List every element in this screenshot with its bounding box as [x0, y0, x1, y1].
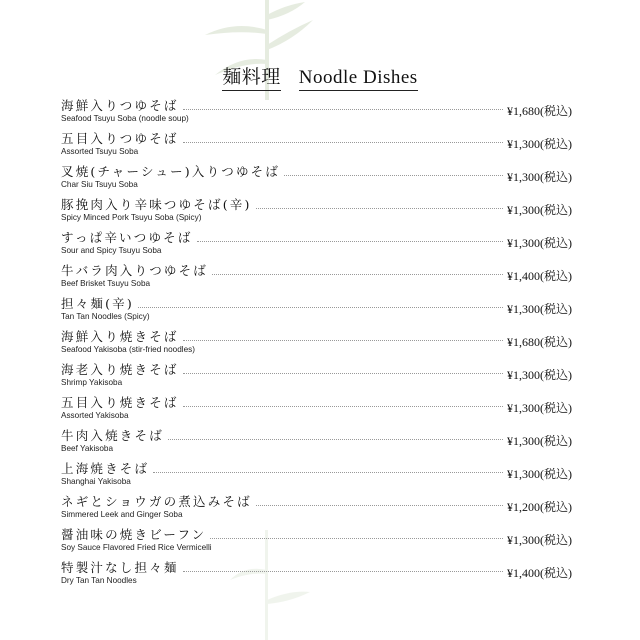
dish-price: ¥1,300(税込): [507, 368, 572, 382]
menu-item: [61, 162, 581, 195]
dish-name-jp: 牛肉入焼きそば: [61, 428, 164, 443]
dish-name-jp: 豚挽肉入り辛味つゆそば(辛): [61, 197, 252, 212]
leader-dots: [183, 571, 503, 572]
dish-price: ¥1,300(税込): [507, 401, 572, 415]
menu-item: [61, 360, 581, 393]
menu-item: [61, 96, 581, 129]
dish-price: ¥1,680(税込): [507, 104, 572, 118]
dish-name-en: Tan Tan Noodles (Spicy): [61, 312, 150, 321]
menu-item: [61, 525, 581, 558]
dish-name-jp: すっぱ辛いつゆそば: [61, 230, 193, 245]
menu-item: [61, 426, 581, 459]
leader-dots: [168, 439, 503, 440]
dish-price: ¥1,680(税込): [507, 335, 572, 349]
dish-price: ¥1,300(税込): [507, 533, 572, 547]
menu-title-en: Noodle Dishes: [299, 67, 418, 91]
dish-name-en: Spicy Minced Pork Tsuyu Soba (Spicy): [61, 213, 202, 222]
leader-dots: [183, 142, 503, 143]
dish-name-en: Seafood Tsuyu Soba (noodle soup): [61, 114, 189, 123]
leader-dots: [256, 208, 503, 209]
menu-item: [61, 393, 581, 426]
menu-item: [61, 228, 581, 261]
dish-name-jp: ネギとショウガの煮込みそば: [61, 494, 252, 509]
dish-price: ¥1,300(税込): [507, 467, 572, 481]
dish-name-en: Shrimp Yakisoba: [61, 378, 123, 387]
menu-item: [61, 294, 581, 327]
menu-item: [61, 261, 581, 294]
dish-price: ¥1,300(税込): [507, 203, 572, 217]
menu-item: [61, 558, 581, 591]
dish-name-en: Assorted Tsuyu Soba: [61, 147, 139, 156]
leader-dots: [183, 406, 503, 407]
dish-name-en: Seafood Yakisoba (stir-fried noodles): [61, 345, 195, 354]
dish-name-en: Shanghai Yakisoba: [61, 477, 131, 486]
dish-name-en: Simmered Leek and Ginger Soba: [61, 510, 183, 519]
leader-dots: [183, 373, 503, 374]
dish-name-en: Sour and Spicy Tsuyu Soba: [61, 246, 162, 255]
dish-name-en: Assorted Yakisoba: [61, 411, 129, 420]
leader-dots: [256, 505, 503, 506]
dish-name-jp: 海鮮入り焼きそば: [61, 329, 179, 344]
dish-name-jp: 特製汁なし担々麺: [61, 560, 179, 575]
menu-item: [61, 327, 581, 360]
dish-name-jp: 担々麺(辛): [61, 296, 134, 311]
menu-list: [61, 96, 581, 591]
menu-title-jp: 麺料理: [222, 66, 281, 91]
dish-name-jp: 海老入り焼きそば: [61, 362, 179, 377]
dish-price: ¥1,400(税込): [507, 566, 572, 580]
dish-price: ¥1,400(税込): [507, 269, 572, 283]
dish-name-jp: 上海焼きそば: [61, 461, 150, 476]
dish-name-en: Dry Tan Tan Noodles: [61, 576, 137, 585]
menu-item: [61, 492, 581, 525]
dish-name-jp: 叉焼(チャーシュー)入りつゆそば: [61, 164, 281, 179]
dish-name-jp: 五目入りつゆそば: [61, 131, 179, 146]
menu-item: [61, 195, 581, 228]
leader-dots: [183, 340, 503, 341]
menu-item: [61, 459, 581, 492]
leader-dots: [210, 538, 503, 539]
dish-price: ¥1,300(税込): [507, 236, 572, 250]
leader-dots: [284, 175, 503, 176]
dish-name-en: Soy Sauce Flavored Fried Rice Vermicelli: [61, 543, 212, 552]
menu-title: [0, 62, 640, 89]
leader-dots: [212, 274, 503, 275]
menu-item: [61, 129, 581, 162]
dish-name-en: Beef Brisket Tsuyu Soba: [61, 279, 151, 288]
dish-price: ¥1,300(税込): [507, 170, 572, 184]
leader-dots: [183, 109, 503, 110]
dish-name-en: Char Siu Tsuyu Soba: [61, 180, 138, 189]
dish-name-en: Beef Yakisoba: [61, 444, 114, 453]
dish-name-jp: 海鮮入りつゆそば: [61, 98, 179, 113]
dish-name-jp: 牛バラ肉入りつゆそば: [61, 263, 209, 278]
leader-dots: [153, 472, 503, 473]
dish-name-jp: 五目入り焼きそば: [61, 395, 179, 410]
leader-dots: [138, 307, 503, 308]
dish-price: ¥1,200(税込): [507, 500, 572, 514]
leader-dots: [197, 241, 503, 242]
dish-price: ¥1,300(税込): [507, 302, 572, 316]
dish-price: ¥1,300(税込): [507, 137, 572, 151]
dish-price: ¥1,300(税込): [507, 434, 572, 448]
dish-name-jp: 醤油味の焼きビーフン: [61, 527, 207, 542]
